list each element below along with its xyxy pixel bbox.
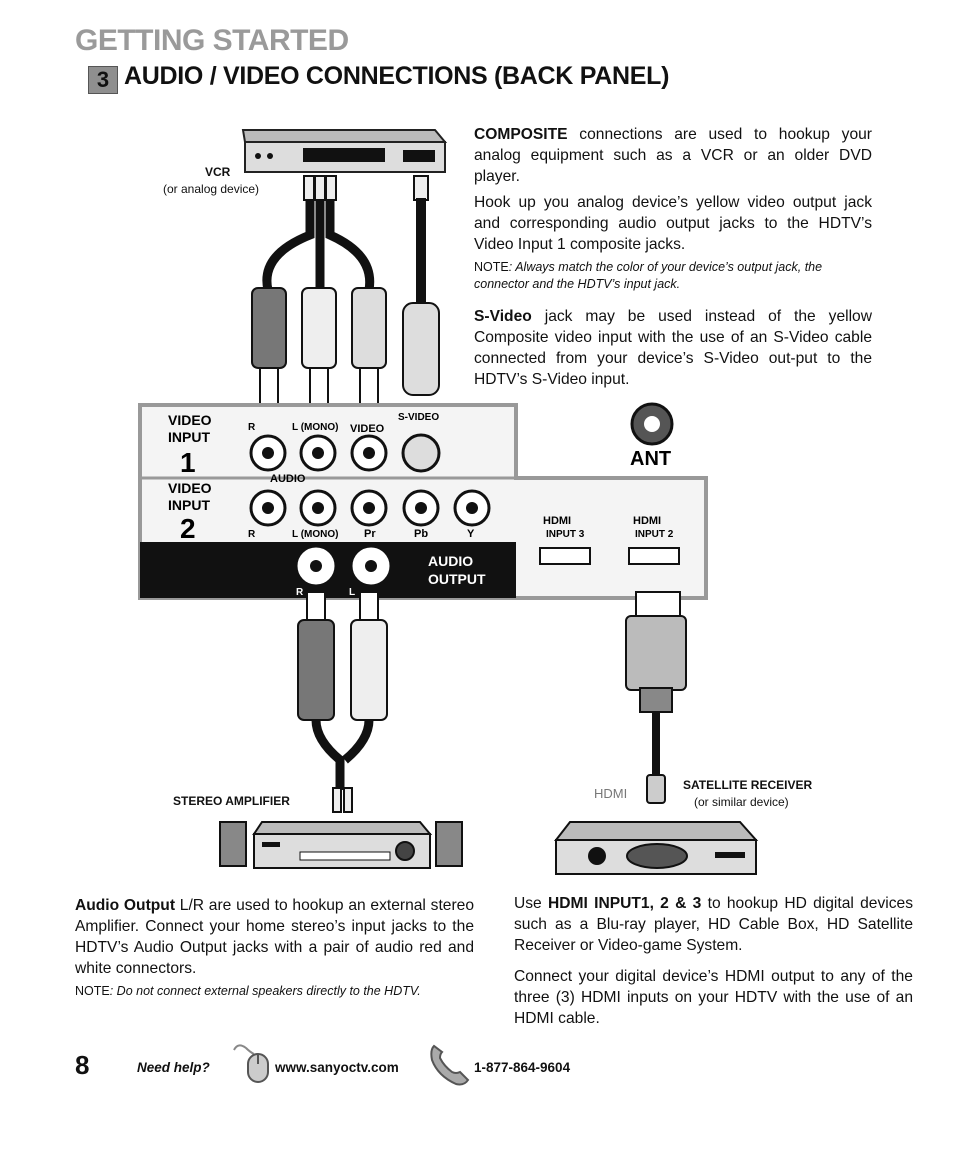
vcr-label: VCR [205, 165, 231, 179]
audio-output-cable [298, 592, 387, 812]
composite-text: connections are used to hookup your analog equipment such as a VCR or an older DVD player. [474, 126, 872, 185]
audio-output-term: Audio Output [75, 897, 176, 914]
hdmi-pre: Use [514, 895, 549, 912]
hdmi2-port [629, 548, 679, 564]
satellite-receiver-label: SATELLITE RECEIVER [683, 778, 813, 792]
hdmi-cable-label: HDMI [594, 786, 628, 801]
audio-output-label-2: OUTPUT [428, 571, 486, 587]
hdmi-text: to hookup HD digital devices such as a Blu-ray player, HD Cable Box, HD Satellite Receiver or Video-game System. [514, 895, 913, 954]
stereo-amplifier-icon [220, 822, 462, 868]
input1-r-label: R [248, 422, 256, 433]
composite-note-label: NOTE [474, 260, 509, 274]
section-number-badge: 3 [88, 66, 118, 94]
satellite-receiver-sublabel: (or similar device) [694, 795, 789, 809]
stereo-amplifier-label: STEREO AMPLIFIER [173, 794, 290, 808]
hdmi3-logo: HDMI [543, 515, 572, 527]
hdmi2-logo: HDMI [633, 515, 662, 527]
audio-output-paragraph [75, 895, 474, 979]
input2-pb-label: Pb [414, 528, 429, 540]
composite-hookup-paragraph: Hook up you analog device’s yellow video output jack and corresponding audio output jacks to the HDTV’s Video Input 1 composite jacks. [474, 194, 872, 253]
section-title: AUDIO / VIDEO CONNECTIONS (BACK PANEL) [124, 62, 670, 90]
input2-pr-label: Pr [364, 528, 376, 540]
input2-r-label: R [248, 529, 256, 540]
hdmi3-port [540, 548, 590, 564]
header-title: GETTING STARTED [75, 24, 349, 57]
input1-video-label: VIDEO [350, 423, 385, 435]
phone-number: 1-877-864-9604 [474, 1060, 571, 1075]
input1-svideo-label: S-VIDEO [398, 412, 440, 423]
page-number: 8 [75, 1050, 90, 1080]
svideo-term: S-Video [474, 308, 532, 325]
video-input-2-number: 2 [180, 513, 196, 544]
hdmi-connect-paragraph: Connect your digital device’s HDMI output to any of the three (3) HDMI inputs on your HDTV with the use of an HDMI cable. [514, 968, 913, 1027]
svideo-cable [403, 176, 439, 395]
audio-output-note-label: NOTE [75, 984, 110, 998]
audio-output-note-text: : Do not connect external speakers directly to the HDTV. [109, 984, 421, 998]
video-input-2-input-word: INPUT [168, 497, 210, 513]
audio-output-text: L/R are used to hookup an external stereo Amplifier. Connect your home stereo’s input jacks to the HDTV’s Audio Output jacks with a pair of audio red and white connectors. [75, 897, 474, 977]
phone-icon [428, 1042, 470, 1086]
vcr-device-icon [243, 130, 445, 172]
input1-l-label: L (MONO) [292, 422, 339, 433]
mouse-icon [228, 1040, 272, 1084]
audio-output-label-1: AUDIO [428, 553, 474, 569]
hdmi2-input-label: INPUT 2 [635, 529, 674, 540]
audio-output-r-label: R [296, 587, 304, 598]
vcr-sublabel: (or analog device) [163, 182, 260, 196]
video-input-1-input-word: INPUT [168, 429, 210, 445]
audio-output-note [75, 983, 474, 1000]
composite-term: COMPOSITE [474, 126, 568, 143]
satellite-receiver-icon [556, 822, 756, 874]
video-input-1-label: VIDEO [168, 412, 212, 428]
audio-label: AUDIO [270, 473, 306, 485]
video-input-2-label: VIDEO [168, 480, 212, 496]
hdmi3-input-label: INPUT 3 [546, 529, 585, 540]
input2-l-label: L (MONO) [292, 529, 339, 540]
video-input-1-number: 1 [180, 447, 196, 478]
input2-y-label: Y [467, 528, 475, 540]
ant-label: ANT [630, 448, 672, 470]
hdmi-paragraph [514, 893, 913, 956]
audio-output-l-label: L [349, 587, 356, 598]
composite-note-text: : Always match the color of your device’s output jack, the connector and the HDTV’s input jack. [474, 260, 823, 291]
need-help-label: Need help? [137, 1060, 210, 1075]
hdmi-term: HDMI INPUT1, 2 & 3 [548, 895, 702, 912]
svideo-text: jack may be used instead of the yellow Composite video input with the use of an S-Video cable connected from your device’s S-Video out-put to the HDTV’s S-Video input. [474, 308, 872, 388]
composite-cable [252, 176, 386, 408]
website-link[interactable]: www.sanyoctv.com [275, 1060, 399, 1075]
hdmi-cable [626, 592, 686, 803]
